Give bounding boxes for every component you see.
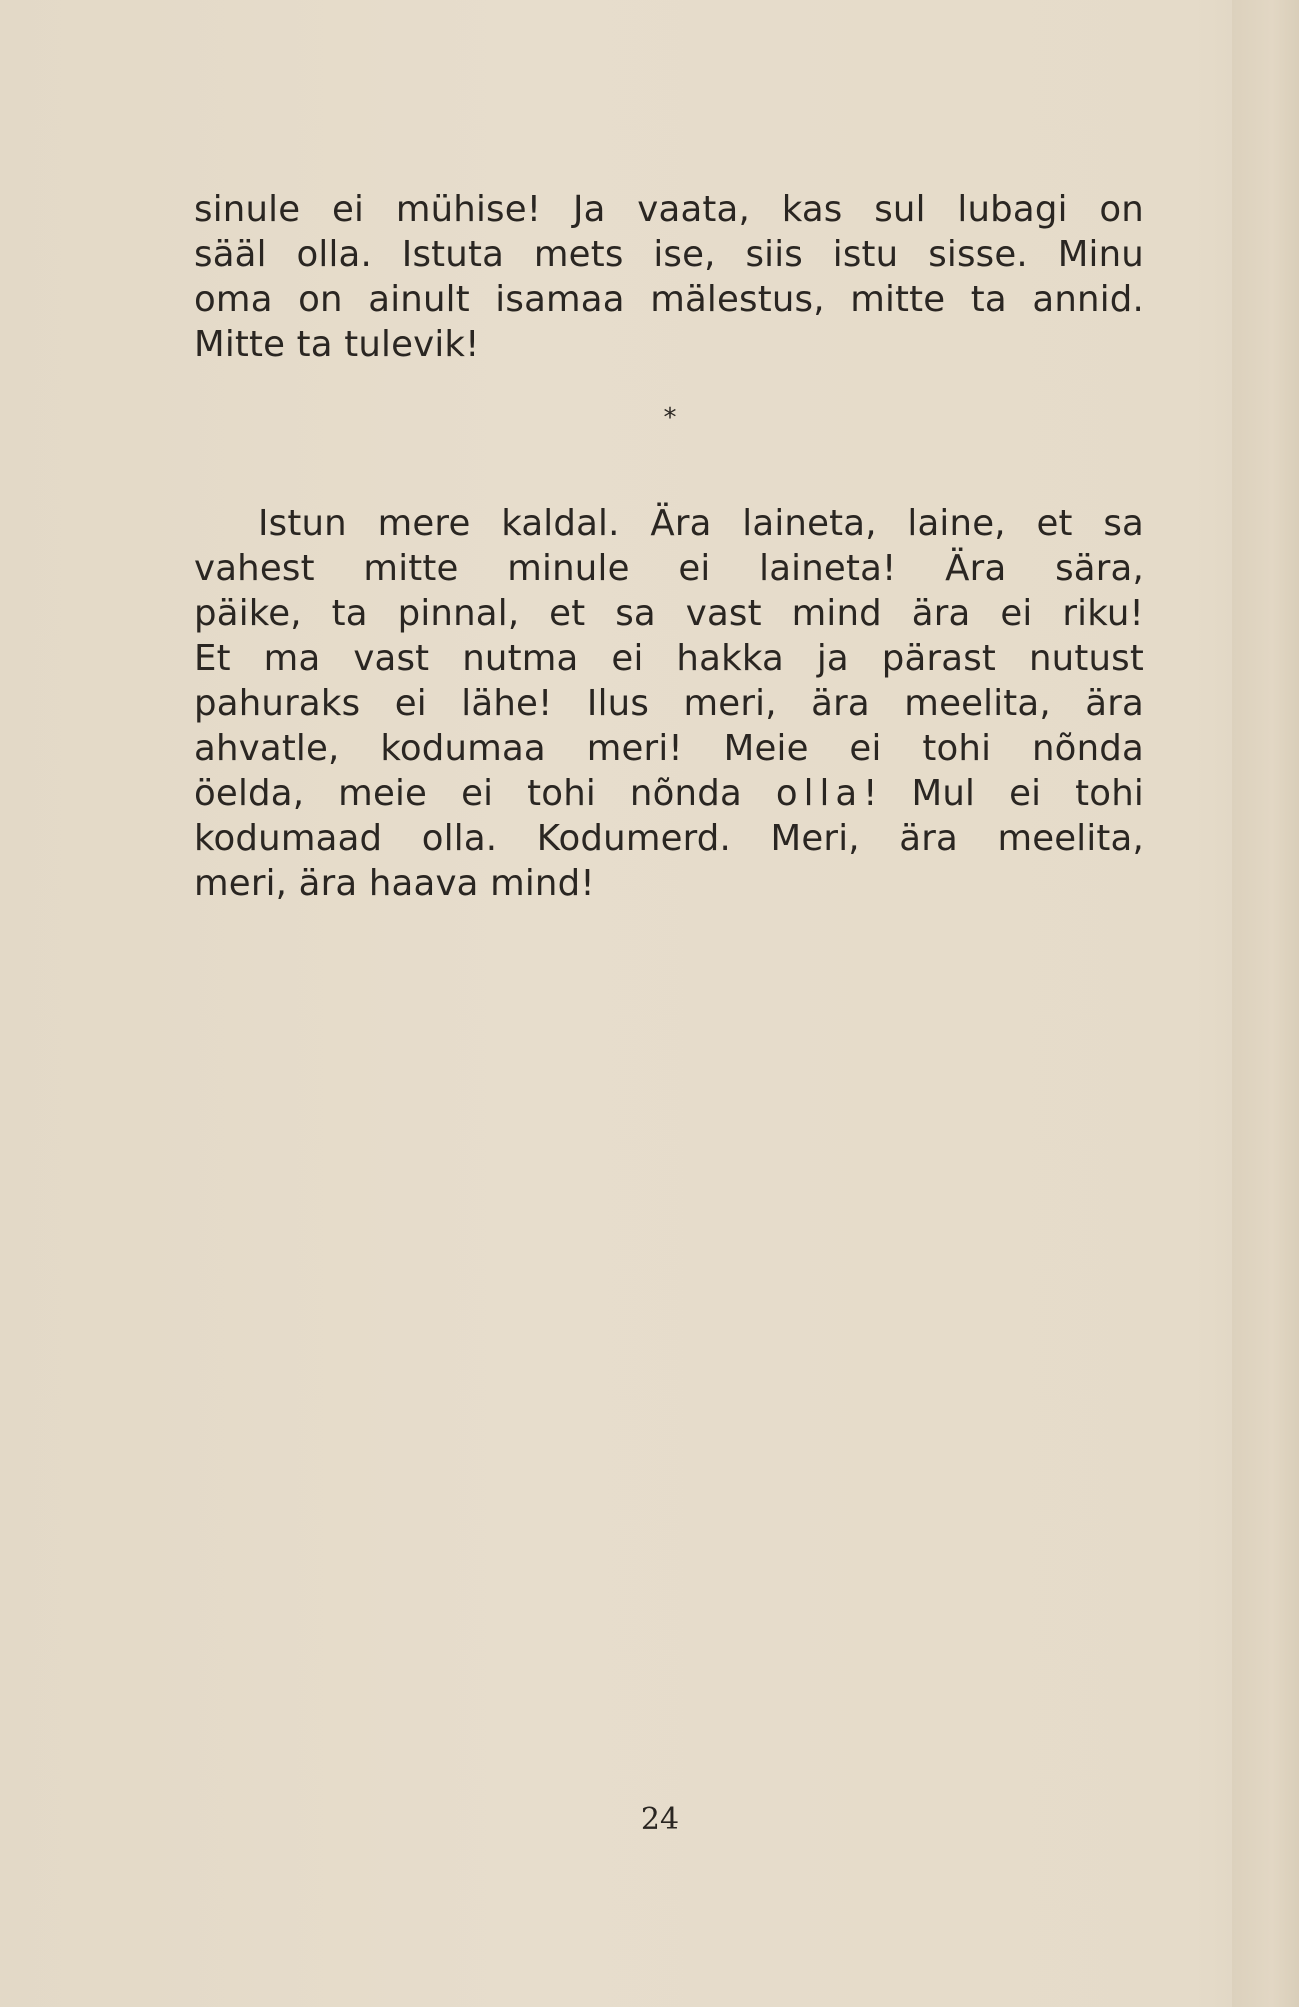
text-line-mixed (194, 771, 1144, 817)
text-line: kodumaad olla. Kodumerd. Meri, ära meelita, (194, 818, 1144, 859)
text-line: Mitte ta tulevik! (194, 324, 480, 365)
text-line: ahvatle, kodumaa meri! Meie ei tohi nõnda (194, 728, 1144, 769)
text-line: päike, ta pinnal, et sa vast mind ära ei riku! (194, 593, 1144, 634)
text-segment: ! Mul ei tohi (863, 773, 1144, 814)
text-line: vahest mitte minule ei laineta! Ära sära, (194, 548, 1144, 589)
text-line: pahuraks ei lähe! Ilus meri, ära meelita, ära (194, 683, 1144, 724)
section-separator-asterisk: * (663, 403, 677, 433)
page-edge-shadow (1232, 0, 1299, 2007)
text-line: sääl olla. Istuta mets ise, siis istu sisse. Minu (194, 234, 1144, 275)
text-segment: öelda, meie ei tohi nõnda (194, 773, 742, 814)
text-line: meri, ära haava mind! (194, 863, 595, 904)
text-line: oma on ainult isamaa mälestus, mitte ta annid. (194, 279, 1144, 320)
text-line: sinule ei mühise! Ja vaata, kas sul lubagi on (194, 189, 1144, 230)
spaced-emphasis-word: olla (775, 773, 864, 814)
text-line: Istun mere kaldal. Ära laineta, laine, et sa (258, 503, 1144, 544)
page-number: 24 (640, 1802, 680, 1837)
text-line: Et ma vast nutma ei hakka ja pärast nutust (194, 638, 1144, 679)
